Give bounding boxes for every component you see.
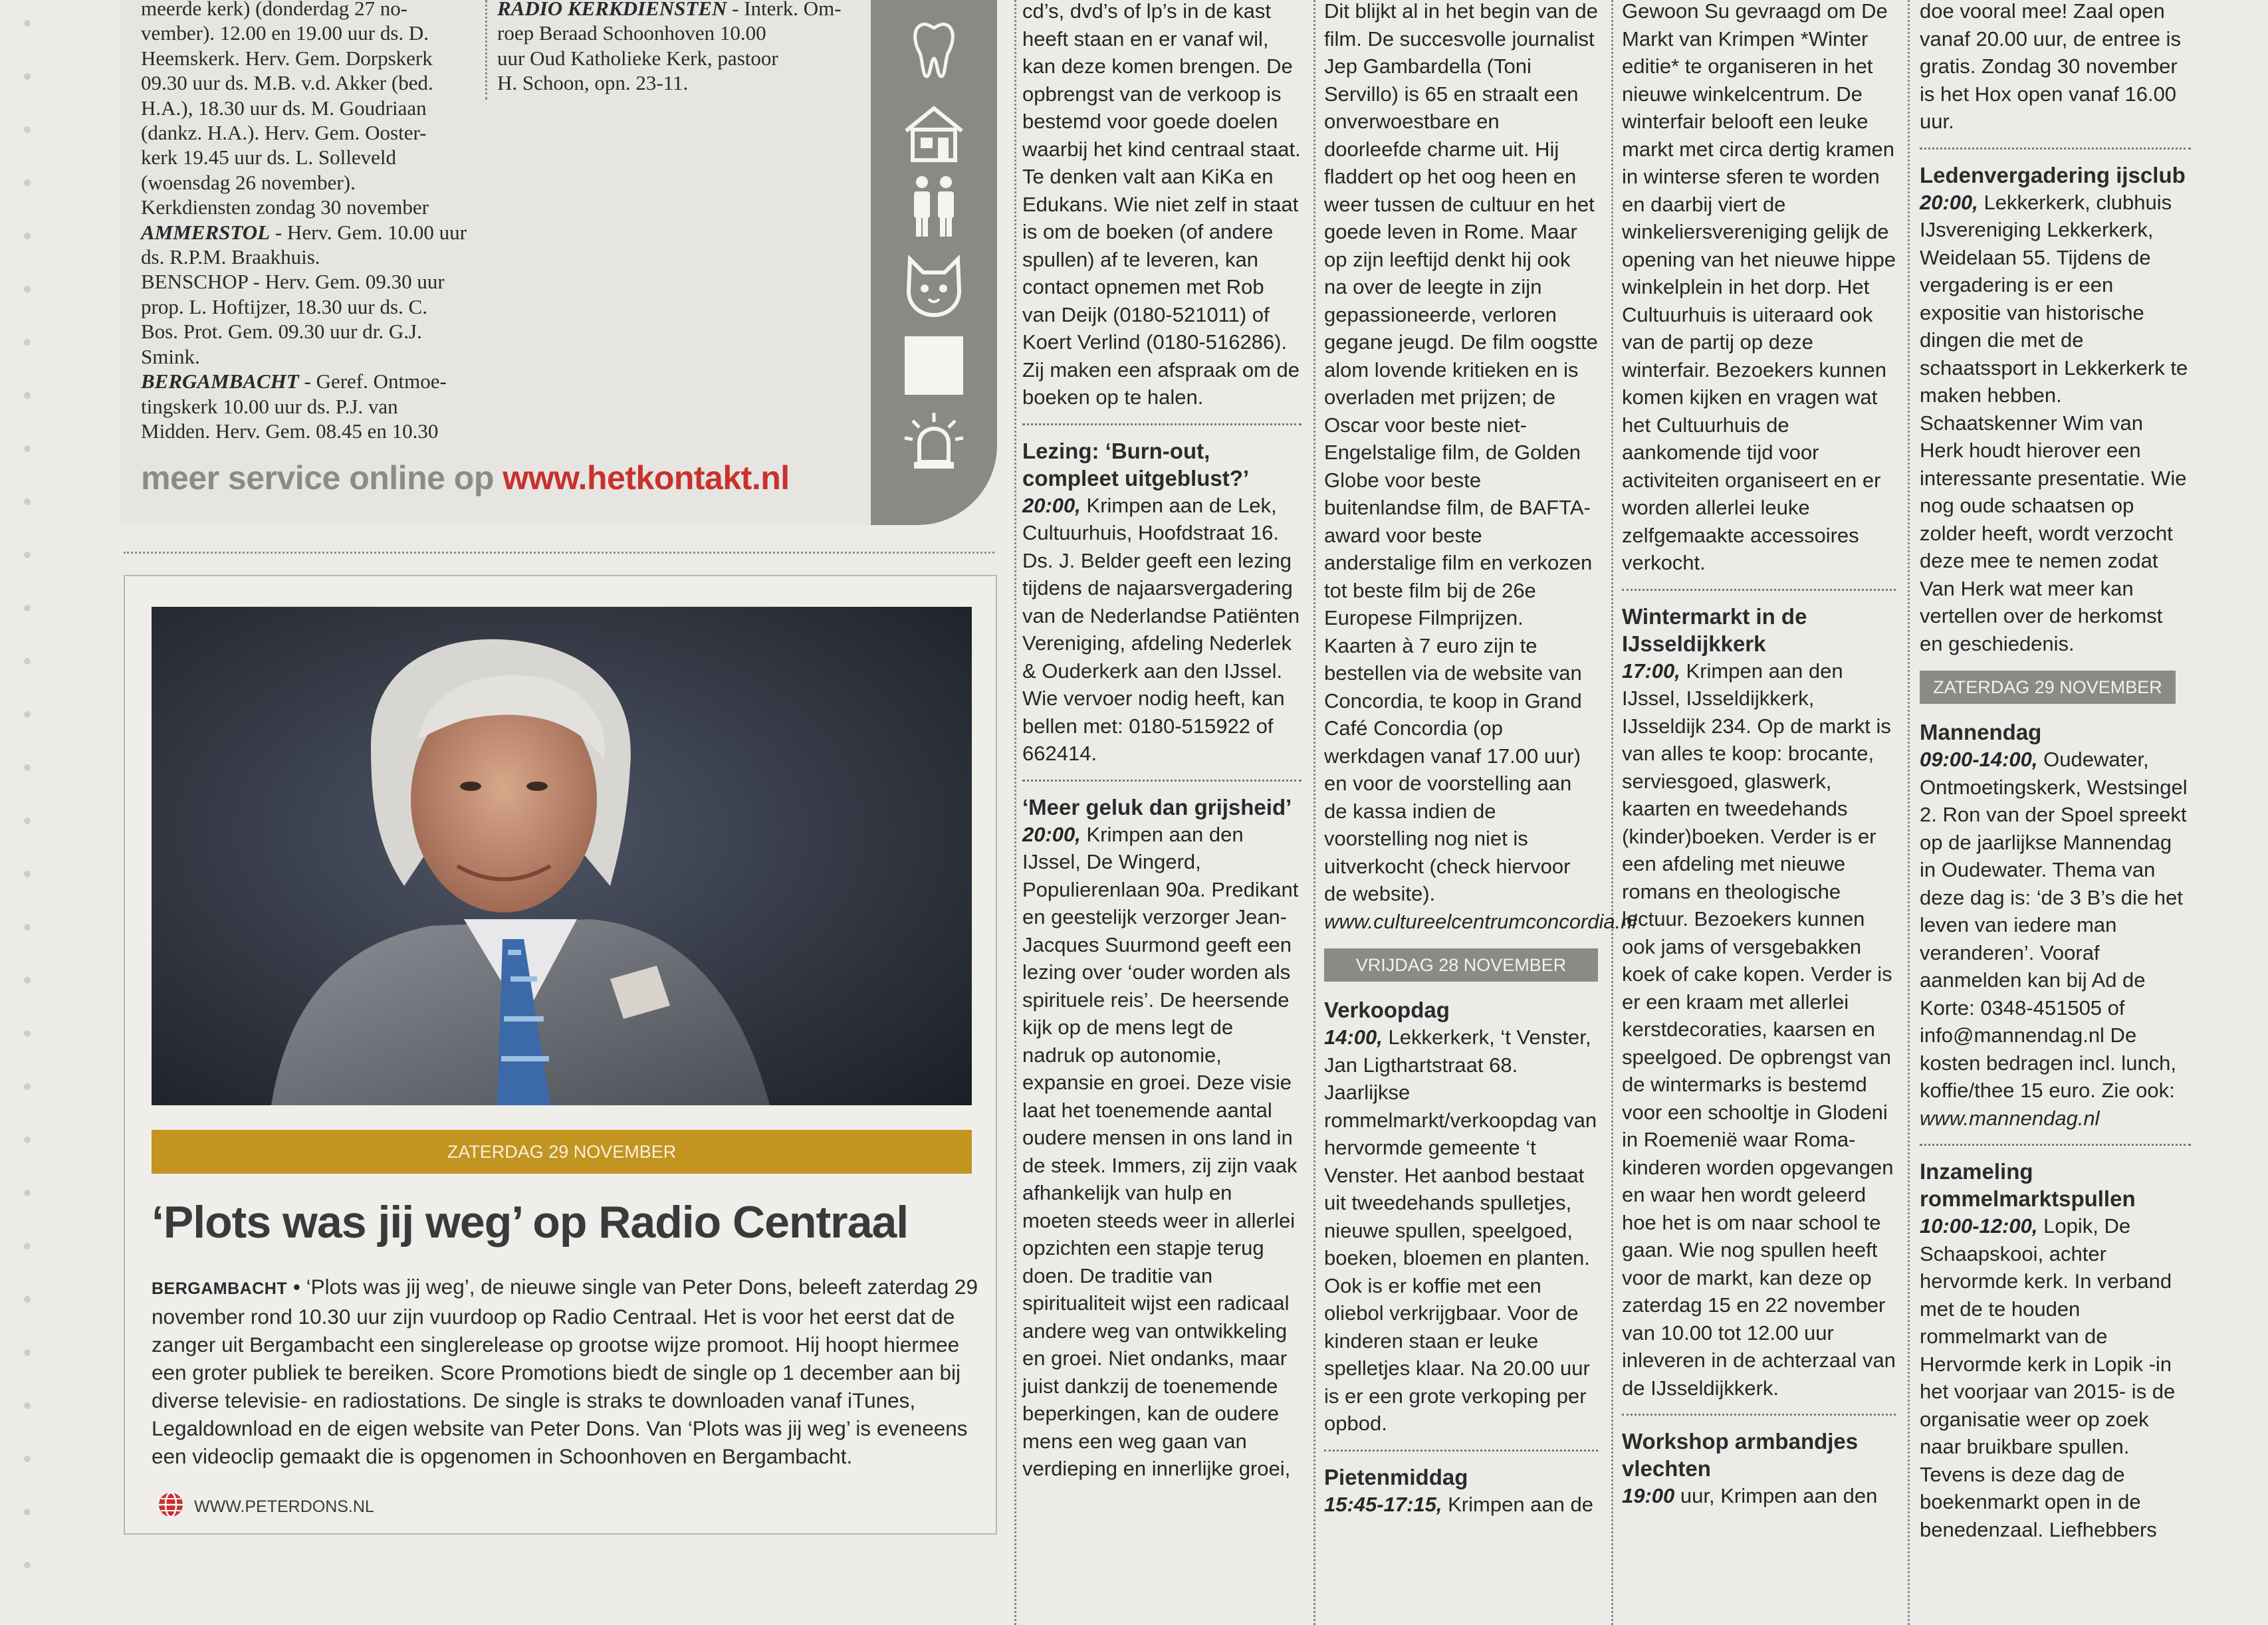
article-body	[152, 1273, 982, 1470]
service-online-link[interactable]: www.hetkontakt.nl	[503, 459, 790, 496]
church-service-line: Kerkdiensten zondag 30 november	[141, 195, 429, 219]
punch-hole	[24, 126, 31, 133]
article-link-text[interactable]: WWW.PETERDONS.NL	[194, 1497, 374, 1516]
agenda-item-text: uur, Krimpen aan den	[1674, 1484, 1878, 1507]
article-text: • ‘Plots was jij weg’, de nieuwe single van Peter Dons, beleeft zaterdag 29 november rond 10.30 uur zijn vuurdoop op Radio Centraal. Het is voor het eerst dat de zanger uit Bergambacht een singlerelease op grootse wijze promoot. Hij hoopt hiermee een groter publiek te bereiken. Score Promotions biedt de single op 1 december aan bij diverse televisie- en radiostations. De single is straks te downloaden vanaf iTunes, Legaldownload en de eigen website van Peter Dons. Van ‘Plots was jij weg’ is eveneens een videoclip gemaakt die is opgenomen in Schoonhoven en Bergambacht.	[152, 1275, 978, 1468]
church-service-line: ds. R.P.M. Braakhuis.	[141, 245, 320, 269]
agenda-item	[1920, 1158, 2191, 1543]
agenda-item-text: Lopik, De Schaapskooi, achter hervormde kerk. In verband met de te houden rommelmarkt van de Hervormde kerk in Lopik -in het voorjaar van 2015- is de organisatie weer op zoek naar bruikbare spullen. Tevens is deze dag de boekenmarkt open in de benedenzaal. Liefhebbers	[1920, 1214, 2176, 1541]
punch-hole	[24, 1243, 31, 1249]
agenda-item	[1622, 603, 1896, 1402]
agenda-item	[1324, 1463, 1598, 1519]
church-service-line: BERGAMBACHT - Geref. Ontmoe-	[141, 370, 447, 393]
agenda-column-6	[1920, 0, 2191, 1543]
agenda-item-text: Krimpen aan de Lek, Cultuurhuis, Hoofdstraat 16. Ds. J. Belder geeft een lezing tijdens de najaarsvergadering van de Nederlandse Patiënten Vereniging, afdeling Nederlek & Ouderkerk aan den IJssel. Wie vervoer nodig heeft, kan bellen met: 0180-515922 of 662414.	[1022, 493, 1300, 765]
agenda-item-title: Mannendag	[1920, 720, 2042, 744]
cat-icon[interactable]	[897, 249, 970, 322]
punch-hole	[24, 1296, 31, 1303]
agenda-item-text: Lekkerkerk, ‘t Venster, Jan Ligthartstraat 68. Jaarlijkse rommelmarkt/verkoopdag van hervormde gemeente ‘t Venster. Het aanbod bestaat uit tweedehands spulletjes, nieuwe spullen, speelgoed, boeken, bloemen en planten. Ook is er koffie met een oliebol verkrijgbaar. Voor de kinderen staan er leuke spelletjes klaar. Na 20.00 uur is er een grote verkoping per opbod.	[1324, 1026, 1597, 1435]
punch-hole	[24, 871, 31, 877]
agenda-item-time: 20:00,	[1920, 190, 1978, 214]
article-headline: ‘Plots was jij weg’ op Radio Centraal	[152, 1197, 909, 1247]
punch-hole	[24, 286, 31, 292]
agenda-intro-text: Dit blijkt al in het begin van de film. De succesvolle journalist Jep Gambardella (Toni Servillo) is 65 en straalt een onverwoestbare en doorleefde charme uit. Hij fladdert op het oog heen en weer tussen de cultuur en het goede leven in Rome. Maar op zijn leeftijd denkt hij ook na over de leegte in zijn gepassioneerde, verloren gegane jeugd. De film oogstte alom lovende kritieken en is overladen met prijzen; de Oscar voor beste niet-Engelstalige film, de Golden Globe voor beste buitenlandse film, de BAFTA-award voor beste anderstalige film en verkozen tot beste film bij de 26e Europese Filmprijzen. Kaarten à 7 euro zijn te bestellen via de website van Concordia, te koop in Grand Café Concordia (op werkdagen vanaf 17.00 uur) en voor de voorstelling aan de kassa indien de voorstelling nog niet is uitverkocht (check hiervoor de website).	[1324, 0, 1598, 905]
church-service-line: RADIO KERKDIENSTEN - Interk. Om-	[497, 0, 843, 21]
place-name: BERGAMBACHT	[141, 370, 299, 393]
punch-hole	[24, 1030, 31, 1037]
punch-hole	[24, 605, 31, 611]
date-header-bar: ZATERDAG 29 NOVEMBER	[1920, 671, 2176, 704]
agenda-separator	[1022, 423, 1302, 425]
people-icon[interactable]	[897, 169, 970, 243]
agenda-item	[1022, 794, 1302, 1483]
agenda-item-title: Lezing: ‘Burn-out, compleet uitgeblust?’	[1022, 438, 1250, 490]
agenda-item-time: 14:00,	[1324, 1026, 1383, 1049]
agenda-item-text: Krimpen aan den IJssel, IJsseldijkkerk, IJsseldijk 234. Op de markt is van alles te koop: brocante, serviesgoed, glaswerk, kaarten en tweedehands (kinder)boeken. Verder is er een afdeling met nieuwe romans en theologische lectuur. Bezoekers kunnen ook jams of versgebakken koek of cake kopen. Verder is er een kraam met allerlei kerstdecoraties, kaarsen en speelgoed. De opbrengst van de wintermarks is bestemd voor een schooltje in Glodeni in Roemenië waar Roma-kinderen worden opgevangen en waar hen wordt geleerd hoe het is om naar school te gaan. Wie nog spullen heeft voor de markt, kan deze op zaterdag 15 en 22 november van 10.00 tot 12.00 uur inleveren in de achterzaal van de IJsseldijkkerk.	[1622, 659, 1896, 1400]
punch-hole	[24, 817, 31, 824]
punch-hole	[24, 977, 31, 984]
punch-hole	[24, 1562, 31, 1569]
globe-icon	[157, 1491, 185, 1523]
punch-hole	[24, 1509, 31, 1515]
church-service-line: Midden. Herv. Gem. 08.45 en 10.30	[141, 419, 439, 443]
agenda-item-text: Krimpen aan de	[1442, 1492, 1593, 1516]
service-online-text: meer service online op	[141, 459, 503, 496]
agenda-intro-text: cd’s, dvd’s of lp’s in de kast heeft staan en er vanaf wil, kan deze komen brengen. De opbrengst van de verkoop is bestemd voor goede doelen waarbij het kind centraal staat. Te denken valt aan KiKa en Edukans. Wie niet zelf in staat is om de boeken (of andere spullen) af te leveren, kan contact opnemen met Rob van Deijk (0180-521011) of Koert Verlind (0180-516286). Zij maken een afspraak om de boeken op te halen.	[1022, 0, 1301, 409]
punch-hole	[24, 1402, 31, 1409]
agenda-item-title: Pietenmiddag	[1324, 1464, 1468, 1489]
punch-hole	[24, 658, 31, 665]
agenda-item	[1920, 718, 2191, 1132]
agenda-link[interactable]: www.cultureelcentrumconcordia.nl	[1324, 909, 1637, 933]
alarm-light-icon[interactable]	[897, 405, 970, 479]
church-service-line: AMMERSTOL - Herv. Gem. 10.00 uur	[141, 220, 467, 244]
agenda-item-time: 17:00,	[1622, 659, 1680, 683]
agenda-item-time: 10:00-12:00,	[1920, 1214, 2038, 1238]
punch-hole	[24, 1137, 31, 1143]
agenda-item-time: 20:00,	[1022, 493, 1081, 517]
punch-hole	[24, 20, 31, 27]
tooth-icon[interactable]	[897, 13, 970, 86]
punch-hole	[24, 1083, 31, 1090]
agenda-item-title: Inzameling rommelmarktspullen	[1920, 1159, 2136, 1211]
column-divider	[1313, 0, 1315, 1625]
punch-hole	[24, 764, 31, 771]
punch-hole	[24, 233, 31, 239]
church-service-line: Smink.	[141, 344, 200, 368]
article-link[interactable]	[157, 1491, 374, 1523]
church-services-col1	[141, 0, 500, 443]
punch-hole	[24, 498, 31, 505]
place-name: RADIO KERKDIENSTEN	[497, 0, 727, 20]
agenda-separator	[1622, 1414, 1896, 1416]
church-service-line: BENSCHOP - Herv. Gem. 09.30 uur	[141, 270, 445, 294]
agenda-item	[1022, 437, 1302, 768]
church-service-line: (dankz. H.A.). Herv. Gem. Ooster-	[141, 121, 427, 145]
agenda-item-title: ‘Meer geluk dan grijsheid’	[1022, 794, 1292, 819]
agenda-separator	[1920, 1144, 2191, 1146]
punch-hole	[24, 392, 31, 399]
agenda-item-time: 15:45-17:15,	[1324, 1492, 1442, 1516]
agenda-link[interactable]: www.mannendag.nl	[1920, 1106, 2100, 1130]
agenda-item-text: Lekkerkerk, clubhuis IJsvereniging Lekkerkerk, Weidelaan 55. Tijdens de vergadering is er een expositie van historische dingen die met de schaatssport in Lekkerkerk te maken hebben. Schaatskenner Wim van Herk houdt hierover een interessante presentatie. Wie nog oude schaatsen op zolder heeft, wordt verzocht deze mee te nemen zodat Van Herk wat meer kan vertellen over de herkomst en geschiedenis.	[1920, 190, 2188, 655]
agenda-item	[1622, 1428, 1896, 1510]
house-icon[interactable]	[897, 96, 970, 169]
agenda-item-text: Krimpen aan den IJssel, De Wingerd, Populierenlaan 90a. Predikant en geestelijk verzorger Jean-Jacques Suurmond geeft een lezing over ‘ouder worden als spirituele reis’. De heersende kijk op de mens legt de nadruk op autonomie, expansie en groei. Deze visie laat het toenemende aantal oudere mensen in ons land in de steek. Immers, zij zijn vaak afhankelijk van hulp en moeten steeds weer in allerlei opzichten een stapje terug doen. De traditie van spiritualiteit wijst een radicaal andere weg van ontwikkeling en groei. Niet ondanks, maar juist dankzij de toenemende beperkingen, kan de oudere mens een weg gaan van verdieping en innerlijke groei,	[1022, 822, 1299, 1480]
punch-hole	[24, 1190, 31, 1196]
agenda-item	[1324, 996, 1598, 1438]
agenda-intro-text: Gewoon Su gevraagd om De Markt van Krimpen *Winter editie* te organiseren in het nieuwe winkelcentrum. De winterfair belooft een leuke markt met circa dertig kramen in winterse sferen te worden en daarbij viert de winkeliersvereniging gelijk de opening van het nieuwe hippe winkelplein in het dorp. Het Cultuurhuis is uiteraard ook van de partij op deze winterfair. Bezoekers kunnen komen kijken en vragen wat het Cultuurhuis de aankomende tijd voor activiteiten organiseert en er worden allerlei leuke zelfgemaakte accessoires verkocht.	[1622, 0, 1896, 574]
agenda-item-text: Oudewater, Ontmoetingskerk, Westsingel 2. Ron van der Spoel spreekt op de jaarlijkse Mannendag in Oudewater. Thema van deze dag is: ‘de 3 B’s die het leven van iedere man veranderen’. Vooraf aanmelden kan bij Ad de Korte: 0348-451505 of info@mannendag.nl De kosten bedragen incl. lunch, koffie/thee 15 euro. Zie ook:	[1920, 748, 2188, 1102]
article-date-bar: ZATERDAG 29 NOVEMBER	[152, 1130, 972, 1174]
church-service-line: meerde kerk) (donderdag 27 no-	[141, 0, 408, 20]
punch-hole	[24, 1456, 31, 1462]
column-divider	[1908, 0, 1910, 1625]
church-service-line: Heemskerk. Herv. Gem. Dorpskerk	[141, 46, 433, 70]
agenda-separator	[1022, 780, 1302, 782]
church-service-line: kerk 19.45 uur ds. L. Solleveld	[141, 146, 397, 169]
agenda-item-title: Ledenvergadering ijsclub	[1920, 162, 2186, 187]
church-service-line: vember). 12.00 en 19.00 uur ds. D.	[141, 21, 429, 45]
punch-hole	[24, 711, 31, 718]
punch-hole	[24, 73, 31, 80]
agenda-column-5	[1622, 0, 1896, 1510]
agenda-item-title: Verkoopdag	[1324, 998, 1450, 1022]
agenda-column-3	[1022, 0, 1302, 1483]
service-online-line	[141, 459, 790, 497]
agenda-separator	[1920, 148, 2191, 150]
agenda-item-time: 19:00	[1622, 1484, 1675, 1507]
agenda-item-title: Wintermarkt in de IJsseldijkkerk	[1622, 603, 1807, 656]
agenda-intro-text: doe vooral mee! Zaal open vanaf 20.00 uur, de entree is gratis. Zondag 30 november is het Hox open vanaf 16.00 uur.	[1920, 0, 2181, 133]
agenda-item-title: Workshop armbandjes vlechten	[1622, 1429, 1859, 1481]
church-services-col2	[497, 0, 843, 96]
church-service-line: prop. L. Hoftijzer, 18.30 uur ds. C.	[141, 294, 427, 318]
section-divider	[124, 552, 994, 554]
church-service-line: H. Schoon, opn. 23-11.	[497, 71, 689, 95]
column-divider	[485, 0, 487, 100]
agenda-item-time: 09:00-14:00,	[1920, 748, 2038, 771]
punch-hole	[24, 179, 31, 186]
page-edge-holes	[15, 20, 41, 1602]
punch-hole	[24, 339, 31, 346]
punch-hole	[24, 1349, 31, 1356]
agenda-separator	[1324, 1450, 1598, 1452]
agenda-separator	[1622, 589, 1896, 591]
church-service-line: Bos. Prot. Gem. 09.30 uur dr. G.J.	[141, 320, 422, 344]
article-dateline: BERGAMBACHT	[152, 1279, 288, 1298]
punch-hole	[24, 924, 31, 930]
service-icon-strip	[871, 0, 997, 525]
agenda-item-time: 20:00,	[1022, 822, 1081, 846]
agenda-item	[1920, 162, 2191, 658]
church-service-line: roep Beraad Schoonhoven 10.00	[497, 21, 766, 45]
church-service-line: (woensdag 26 november).	[141, 170, 356, 194]
agenda-column-4	[1324, 0, 1637, 1518]
column-divider	[1014, 0, 1016, 1625]
punch-hole	[24, 445, 31, 452]
column-divider	[1611, 0, 1613, 1625]
article-photo	[152, 607, 972, 1105]
church-service-line: H.A.), 18.30 uur ds. M. Goudriaan	[141, 96, 427, 120]
church-service-line: 09.30 uur ds. M.B. v.d. Akker (bed.	[141, 71, 433, 95]
church-service-line: uur Oud Katholieke Kerk, pastoor	[497, 46, 778, 70]
church-service-line: tingskerk 10.00 uur ds. P.J. van	[141, 394, 398, 418]
blank-square-icon[interactable]	[897, 329, 970, 402]
date-header-bar: VRIJDAG 28 NOVEMBER	[1324, 948, 1598, 982]
punch-hole	[24, 552, 31, 558]
place-name: AMMERSTOL	[141, 220, 271, 244]
